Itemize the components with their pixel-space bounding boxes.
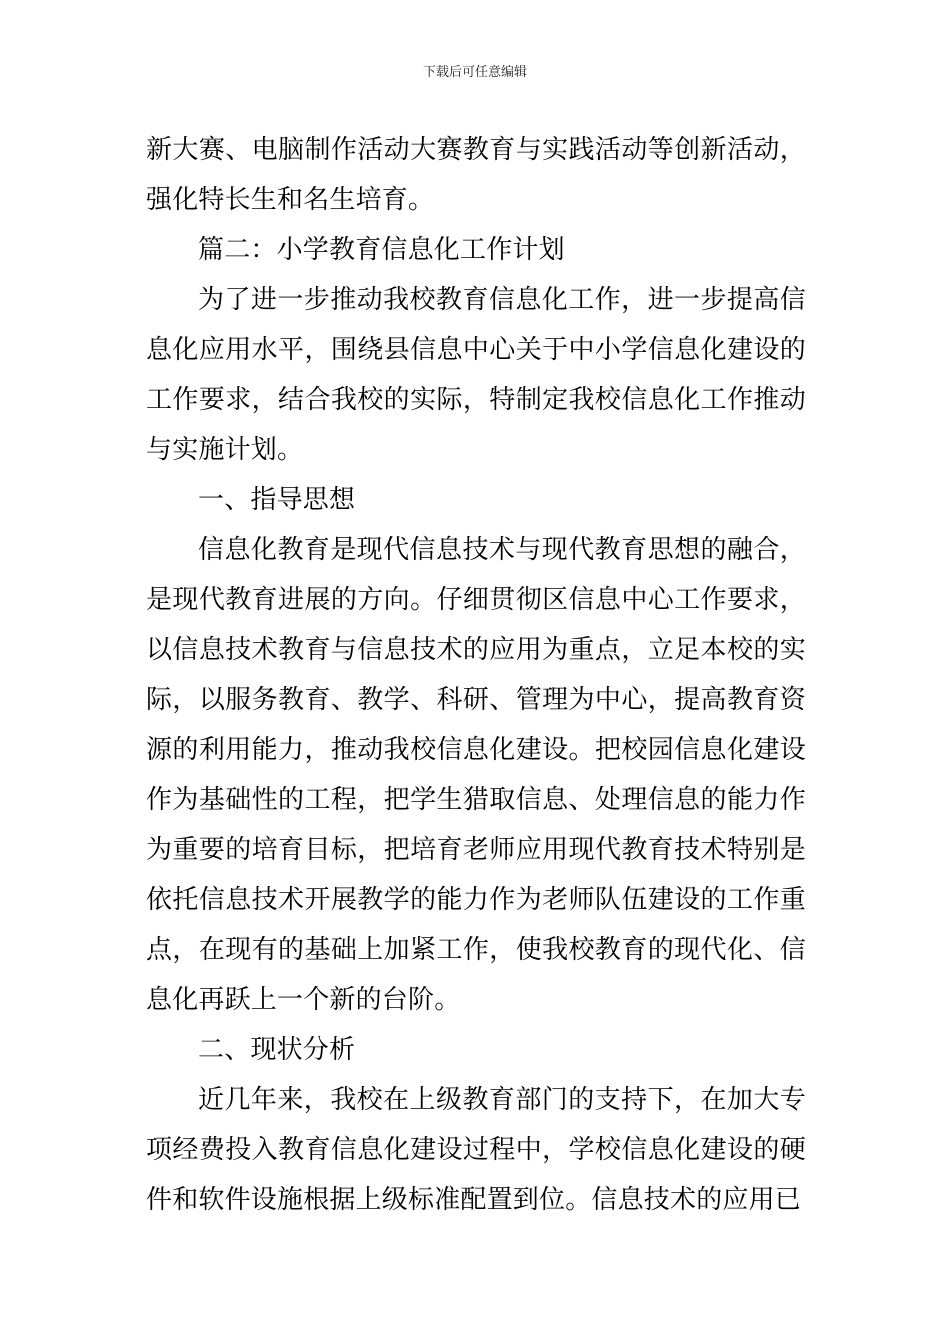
paragraph-guiding-ideology: 信息化教育是现代信息技术与现代教育思想的融合，是现代教育进展的方向。仔细贯彻区信息中心工作要求，以信息技术教育与信息技术的应用为重点，立足本校的实际，以服务教育、教学、科研、管理为中心，提高教育资源的利用能力，推动我校信息化建设。把校园信息化建设作为基础性的工程，把学生猎取信息、处理信息的能力作为重要的培育目标，把培育老师应用现代教育技术特别是依托信息技术开展教学的能力作为老师队伍建设的工作重点，在现有的基础上加紧工作，使我校教育的现代化、信息化再跃上一个新的台阶。 <box>146 535 806 1015</box>
page-header-note: 下载后可任意编辑 <box>422 65 527 80</box>
paragraph-intro: 为了进一步推动我校教育信息化工作，进一步提高信息化应用水平，围绕县信息中心关于中小学信息化建设的工作要求，结合我校的实际，特制定我校信息化工作推动与实施计划。 <box>146 285 806 465</box>
heading-status-analysis: 二、现状分析 <box>198 1035 356 1065</box>
section-title-article-two: 篇二：小学教育信息化工作计划 <box>198 235 565 265</box>
heading-guiding-ideology: 一、指导思想 <box>198 485 356 515</box>
document-body <box>146 125 806 1225</box>
paragraph-1: 新大赛、电脑制作活动大赛教育与实践活动等创新活动，强化特长生和名生培育。 <box>146 135 806 215</box>
paragraph-status-analysis: 近几年来，我校在上级教育部门的支持下，在加大专项经费投入教育信息化建设过程中，学校信息化建设的硬件和软件设施根据上级标准配置到位。信息技术的应用已 <box>146 1085 806 1215</box>
